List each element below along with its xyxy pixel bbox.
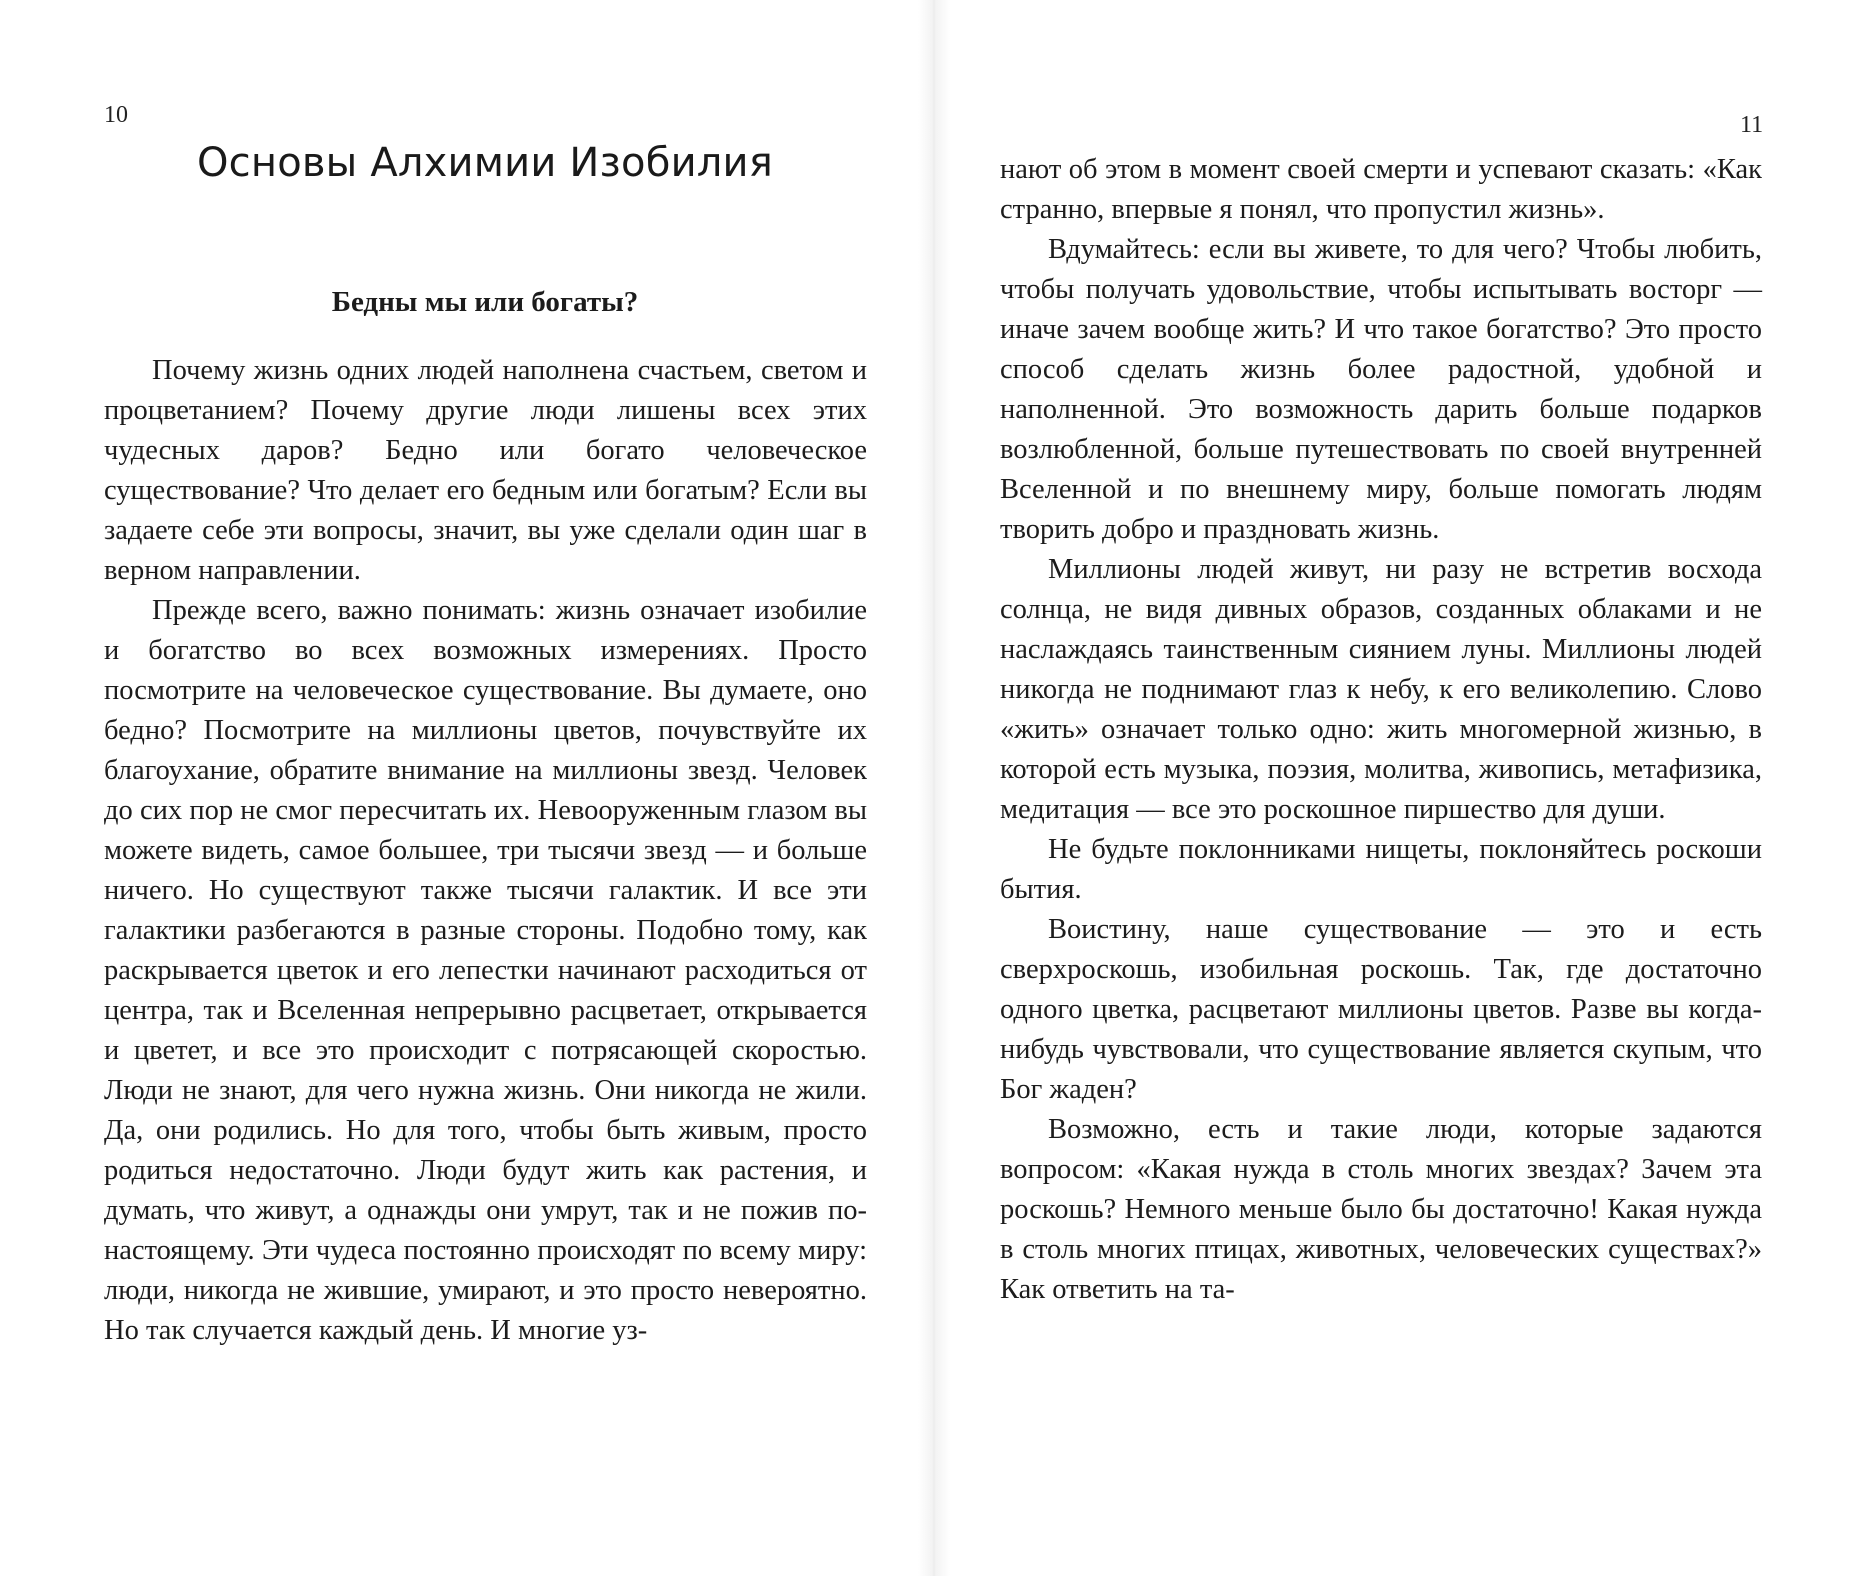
- left-text-column: [104, 351, 867, 1351]
- page-number-right: 11: [1740, 112, 1764, 138]
- section-title: Бедны мы или богаты?: [331, 286, 639, 318]
- paragraph: Почему жизнь одних людей наполнена счастьем, светом и процветанием? Почему другие люди лишены всех этих чудесных даров? Бедно или богато человеческое существование? Что делает его бедным или богатым? Если вы задаете себе эти вопросы, значит, вы уже сделали один шаг в верном направлении.: [104, 355, 867, 586]
- paragraph: Вдумайтесь: если вы живете, то для чего? Чтобы любить, чтобы получать удовольствие, чтобы испытывать восторг — иначе зачем вообще жить? И что такое богатство? Это просто способ сделать жизнь более радостной, удобной и наполненной. Это возможность дарить больше подарков возлюбленной, больше путешествовать по своей внутренней Вселенной и по внешнему миру, больше помогать людям творить добро и праздновать жизнь.: [1000, 234, 1762, 545]
- paragraph: Прежде всего, важно понимать: жизнь означает изобилие и богатство во всех возможных измерениях. Просто посмотрите на человеческое существование. Вы думаете, оно бедно? Посмотрите на миллионы цветов, почувствуйте их благоухание, обратите внимание на миллионы звезд. Человек до сих пор не смог пересчитать их. Невооруженным глазом вы можете видеть, самое большее, три тысячи звезд — и больше ничего. Но существуют также тысячи галактик. И все эти галактики разбегаются в разные стороны. Подобно тому, как раскрывается цветок и его лепестки начинают расходиться от центра, так и Вселенная непрерывно расцветает, открывается и цветет, и все это происходит с потрясающей скоростью. Люди не знают, для чего нужна жизнь. Они никогда не жили. Да, они родились. Но для того, чтобы быть живым, просто родиться недостаточно. Люди будут жить как растения, и думать, что живут, а однажды они умрут, так и не пожив по-настоящему. Эти чудеса постоянно происходят по всему миру: люди, никогда не жившие, умирают, и это просто невероятно. Но так случается каждый день. И многие уз-: [104, 595, 867, 1346]
- paragraph: Не будьте поклонниками нищеты, поклоняйтесь роскоши бытия.: [1000, 834, 1762, 905]
- right-text-column: [1000, 150, 1762, 1310]
- paragraph: Возможно, есть и такие люди, которые задаются вопросом: «Какая нужда в столь многих звездах? Зачем эта роскошь? Немного меньше было бы достаточно! Какая нужда в столь многих птицах, животных, человеческих существах?» Как ответить на та-: [1000, 1114, 1762, 1305]
- paragraph: Воистину, наше существование — это и есть сверхроскошь, изобильная роскошь. Так, где достаточно одного цветка, расцветают миллионы цветов. Разве вы когда-нибудь чувствовали, что существование является скупым, что Бог жаден?: [1000, 914, 1762, 1105]
- page-number-left: 10: [104, 102, 128, 128]
- continued-paragraph: нают об этом в момент своей смерти и успевают сказать: «Как странно, впервые я понял, что пропустил жизнь».: [1000, 154, 1762, 225]
- paragraph: Миллионы людей живут, ни разу не встретив восхода солнца, не видя дивных образов, созданных облаками и не наслаждаясь таинственным сиянием луны. Миллионы людей никогда не поднимают глаз к небу, к его великолепию. Слово «жить» означает только одно: жить многомерной жизнью, в которой есть музыка, поэзия, молитва, живопись, метафизика, медитация — все это роскошное пиршество для души.: [1000, 554, 1762, 825]
- book-gutter: [918, 0, 950, 1576]
- chapter-title: Основы Алхимии Изобилия: [196, 140, 773, 186]
